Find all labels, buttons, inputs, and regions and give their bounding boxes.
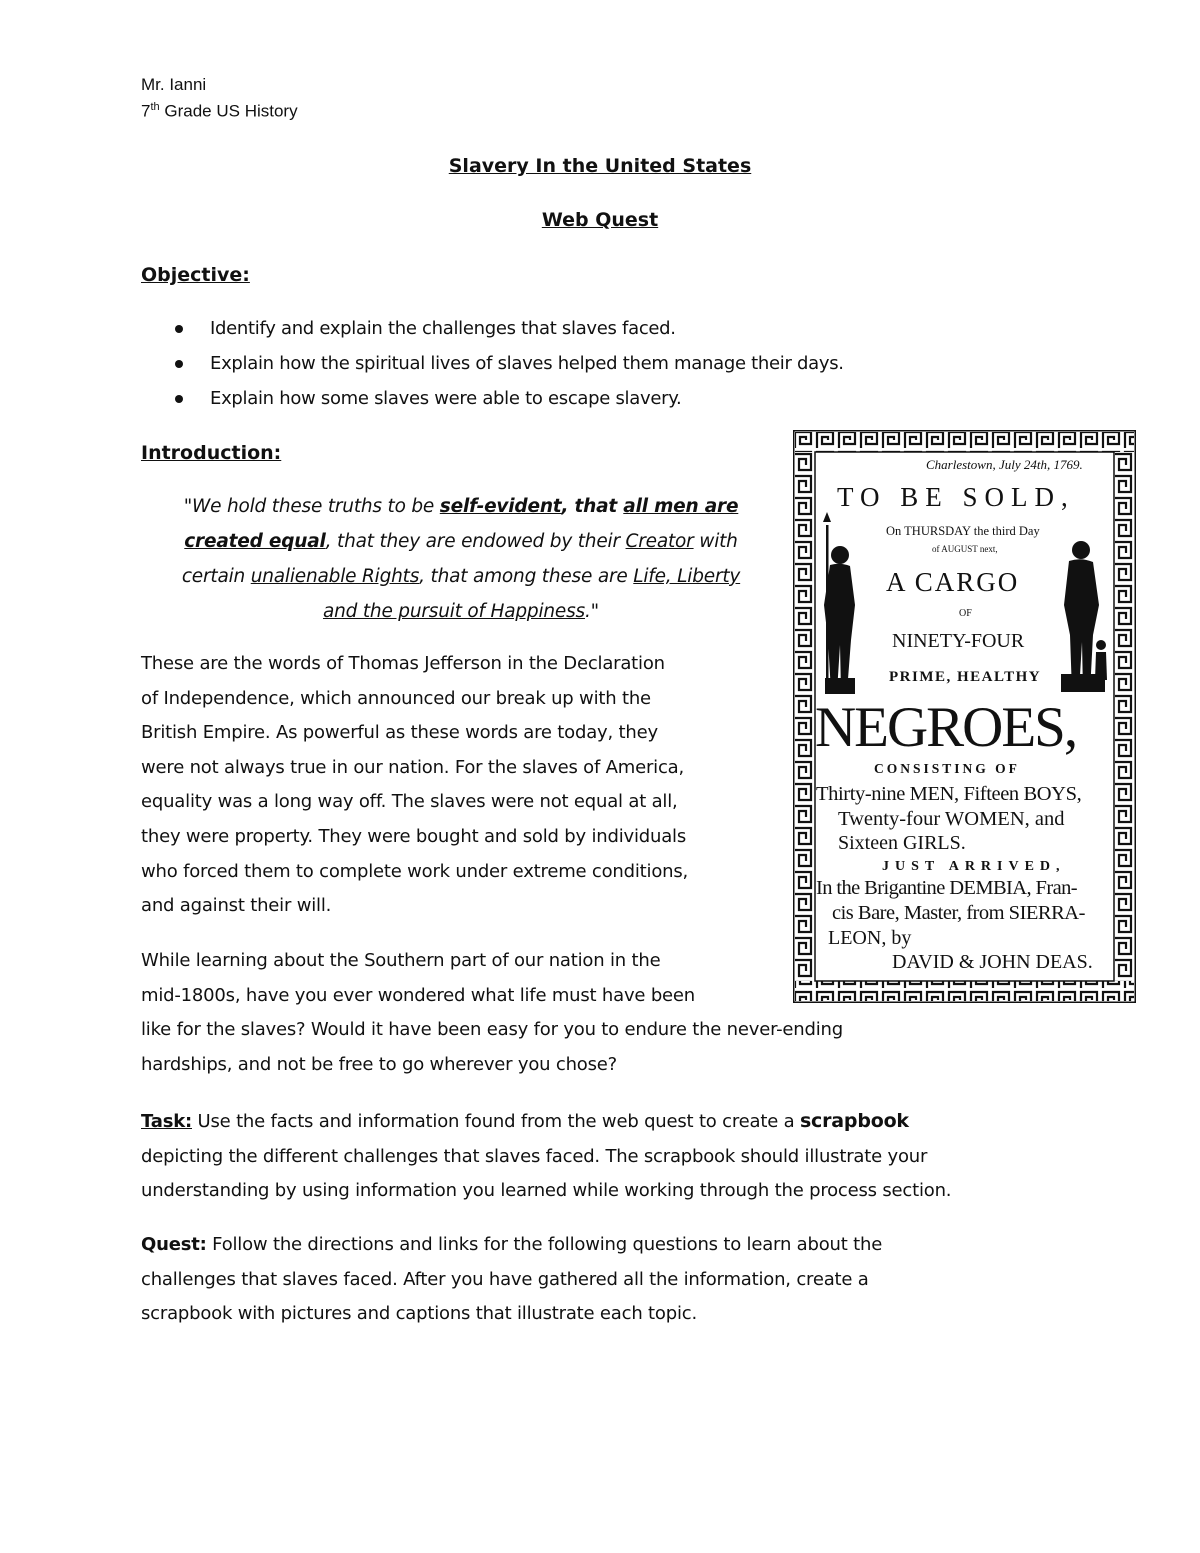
task-scrapbook: scrapbook	[799, 1110, 909, 1132]
paragraph-line: they were property. They were bought and sold by individuals	[141, 825, 687, 847]
objective-text: Explain how some slaves were able to escape slavery.	[210, 388, 682, 409]
quote-pursuit: and the pursuit of Happiness	[322, 601, 585, 622]
objective-text: Explain how the spiritual lives of slaves helped them manage their days.	[210, 353, 844, 374]
poster-of-august: of AUGUST next,	[932, 544, 998, 554]
quote-text: with	[693, 531, 738, 552]
quote-text: ."	[585, 601, 599, 622]
task-section	[141, 1104, 951, 1209]
poster-line: DAVID & JOHN DEAS.	[892, 951, 1093, 973]
poster-line: Twenty-four WOMEN, and	[838, 808, 1065, 830]
quote-self-evident: self-evident	[439, 496, 562, 517]
poster-on-thursday: On THURSDAY the third Day	[886, 524, 1040, 538]
paragraph-line: British Empire. As powerful as these words are today, they	[141, 722, 658, 744]
quote-text: , that	[561, 496, 624, 517]
quest-label: Quest:	[141, 1234, 207, 1255]
task-text: depicting the different challenges that slaves faced. The scrapbook should illustrate your	[141, 1145, 928, 1167]
poster-line: In the Brigantine DEMBIA, Fran-	[816, 877, 1077, 899]
quest-section	[141, 1228, 882, 1332]
poster-line: Sixteen GIRLS.	[838, 832, 966, 854]
paragraph-line: like for the slaves? Would it have been easy for you to endure the never-ending	[141, 1019, 843, 1041]
quote-life-liberty: Life, Liberty	[633, 566, 741, 587]
quest-text: challenges that slaves faced. After you have gathered all the information, create a	[141, 1268, 869, 1290]
left-figure-illustration	[823, 512, 855, 694]
quote-text: , that they are endowed by their	[325, 531, 626, 552]
quest-text: scrapbook with pictures and captions that illustrate each topic.	[141, 1303, 697, 1325]
task-text: Use the facts and information found from the web quest to create a	[192, 1111, 800, 1132]
grade-number: 7	[141, 101, 151, 121]
paragraph-line: These are the words of Thomas Jefferson in the Declaration	[141, 653, 665, 674]
poster-just-arrived: JUST ARRIVED,	[882, 859, 1066, 874]
course-line	[141, 101, 298, 122]
right-figure-illustration	[1061, 541, 1107, 692]
page-subtitle: Web Quest	[541, 209, 659, 231]
objective-item	[171, 313, 844, 348]
declaration-quote	[141, 489, 781, 629]
poster-line: Thirty-nine MEN, Fifteen BOYS,	[816, 783, 1082, 805]
paragraph-line: and against their will.	[141, 895, 332, 917]
quote-all-men: all men are	[623, 496, 739, 517]
poster-a-cargo: A CARGO	[886, 567, 1020, 597]
paragraph-line: were not always true in our nation. For the slaves of America,	[141, 756, 685, 778]
quote-text: certain	[181, 566, 251, 587]
bullet-icon	[175, 360, 183, 368]
quote-rights: unalienable Rights	[250, 566, 420, 587]
task-text: understanding by using information you learned while working through the process section.	[141, 1180, 952, 1202]
poster-to-be-sold: TO BE SOLD,	[837, 482, 1075, 512]
poster-consisting-of: CONSISTING OF	[874, 761, 1020, 776]
objective-heading: Objective:	[141, 264, 250, 286]
paragraph-line: of Independence, which announced our break up with the	[141, 687, 651, 709]
objective-list	[171, 313, 844, 418]
intro-paragraph-2	[141, 944, 843, 1082]
poster-of: OF	[959, 608, 972, 619]
poster-line: LEON, by	[828, 927, 912, 949]
bullet-icon	[175, 325, 183, 333]
objective-item	[171, 383, 844, 418]
intro-paragraph-1	[141, 647, 688, 924]
paragraph-line: mid-1800s, have you ever wondered what life must have been	[141, 984, 696, 1006]
introduction-heading: Introduction:	[141, 442, 282, 464]
poster-dateline: Charlestown, July 24th, 1769.	[926, 457, 1083, 472]
paragraph-line: While learning about the Southern part of our nation in the	[141, 950, 661, 971]
poster-negroes: NEGROES,	[815, 696, 1077, 759]
poster-line: cis Bare, Master, from SIERRA-	[832, 902, 1085, 924]
quote-created-equal: created equal	[184, 531, 326, 552]
quote-text: , that among these are	[419, 566, 634, 587]
task-label: Task:	[141, 1111, 192, 1132]
slave-sale-poster	[793, 430, 1136, 1003]
teacher-name: Mr. Ianni	[141, 75, 207, 94]
quote-text: "We hold these truths to be	[183, 496, 440, 517]
paragraph-line: who forced them to complete work under extreme conditions,	[141, 860, 689, 882]
grade-suffix: th	[150, 101, 160, 113]
quote-creator: Creator	[625, 531, 694, 552]
objective-item	[171, 348, 844, 383]
quest-text: Follow the directions and links for the following questions to learn about the	[206, 1234, 883, 1255]
poster-ninety-four: NINETY-FOUR	[892, 630, 1025, 652]
page-title: Slavery In the United States	[448, 155, 752, 177]
bullet-icon	[175, 395, 183, 403]
paragraph-line: hardships, and not be free to go wherever you chose?	[141, 1053, 618, 1075]
poster-prime-healthy: PRIME, HEALTHY	[889, 669, 1042, 685]
paragraph-line: equality was a long way off. The slaves were not equal at all,	[141, 791, 678, 813]
course-name: Grade US History	[159, 101, 298, 121]
objective-text: Identify and explain the challenges that slaves faced.	[210, 318, 676, 339]
